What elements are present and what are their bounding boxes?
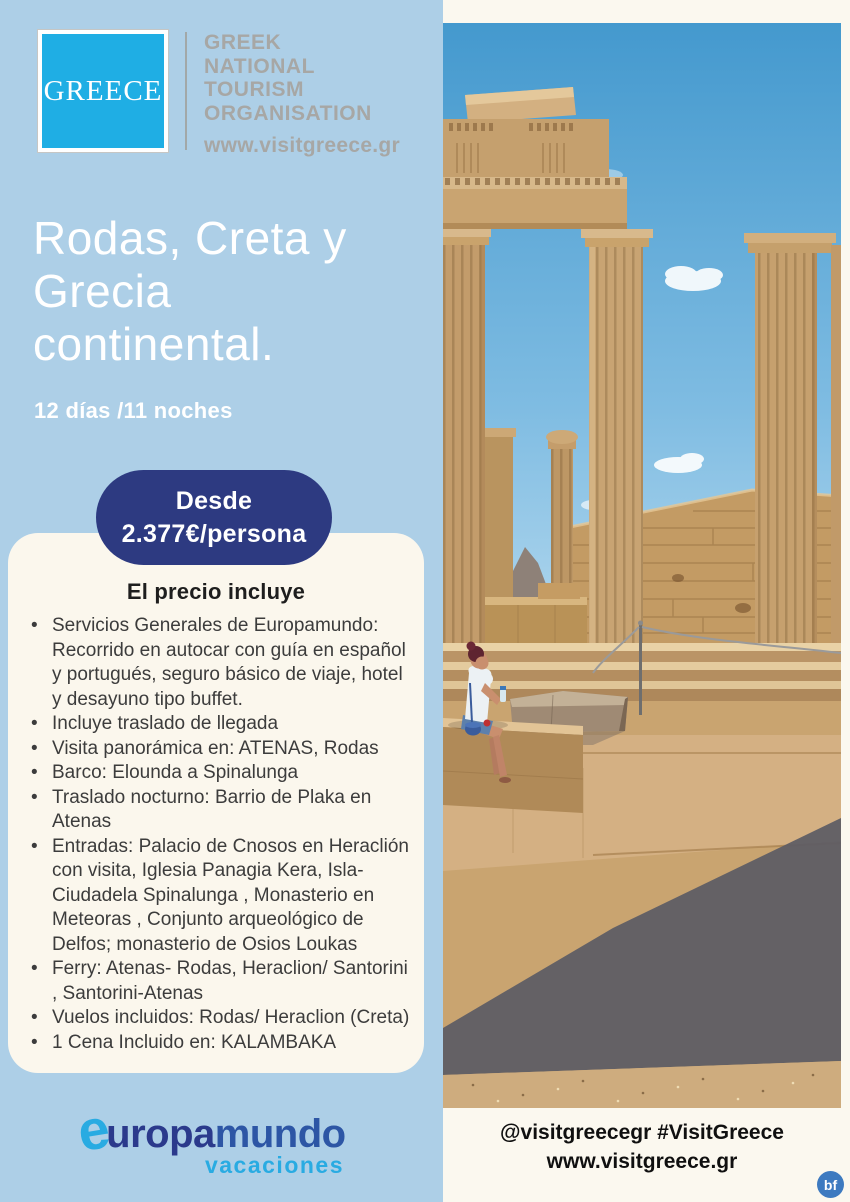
greece-logo-text: GREECE [43, 74, 163, 107]
list-item: • Servicios Generales de Europamundo: Recorrido en autocar con guía en español y portugués, seguro básico de viaje, hotel y desayuno tipo buffet. [52, 614, 410, 712]
gnto-line: TOURISM [204, 78, 304, 101]
includes-list [8, 614, 424, 1055]
europamundo-tagline: vacaciones [204, 1151, 344, 1178]
gnto-line: GREEK [204, 31, 282, 54]
greece-logo [38, 30, 168, 152]
ledge [443, 718, 583, 813]
bf-badge: bf [817, 1171, 844, 1198]
europamundo-logo [73, 1095, 346, 1179]
gnto-org-name [204, 30, 400, 158]
gnto-url: www.visitgreece.gr [204, 134, 401, 157]
list-item: • Barco: Elounda a Spinalunga [52, 761, 410, 786]
footer-url: www.visitgreece.gr [546, 1150, 738, 1173]
list-item: • 1 Cena Incluido en: KALAMBAKA [52, 1031, 410, 1056]
list-item: • Visita panorámica en: ATENAS, Rodas [52, 737, 410, 762]
price-badge-label: Desde [175, 486, 253, 515]
list-item: • Traslado nocturno: Barrio de Plaka en Atenas [52, 786, 410, 835]
acropolis-photo [443, 23, 841, 1108]
list-item: • Entradas: Palacio de Cnosos en Heraclión con visita, Iglesia Panagia Kera, Isla-Ciudadela Spinalunga , Monasterio en Meteoras , Conjunto arqueológico de Delfos; monasterio de Osios Loukas [52, 835, 410, 958]
trip-duration: 12 días /11 noches [34, 398, 233, 423]
social-footer [443, 1118, 841, 1176]
gnto-line: NATIONAL [204, 54, 315, 78]
social-handles: @visitgreecegr #VisitGreece [500, 1121, 784, 1144]
page-title: Rodas, Creta y Grecia continental. [33, 212, 347, 370]
europamundo-wordmark-part2: mundo [214, 1111, 346, 1156]
europamundo-e-icon: e [73, 1095, 114, 1164]
includes-heading: El precio incluye [126, 579, 306, 604]
list-item: • Incluye traslado de llegada [52, 712, 410, 737]
list-item: • Ferry: Atenas- Rodas, Heraclion/ Santorini , Santorini-Atenas [52, 957, 410, 1006]
price-badge-value: 2.377€/persona [121, 519, 307, 548]
list-item: • Vuelos incluidos: Rodas/ Heraclion (Creta) [52, 1006, 410, 1031]
includes-card [8, 533, 424, 1073]
gnto-line: ORGANISATION [204, 101, 372, 125]
europamundo-wordmark-part1: uropa [106, 1111, 215, 1156]
divider [185, 32, 187, 150]
gnto-header [38, 30, 400, 158]
price-badge [96, 470, 332, 565]
